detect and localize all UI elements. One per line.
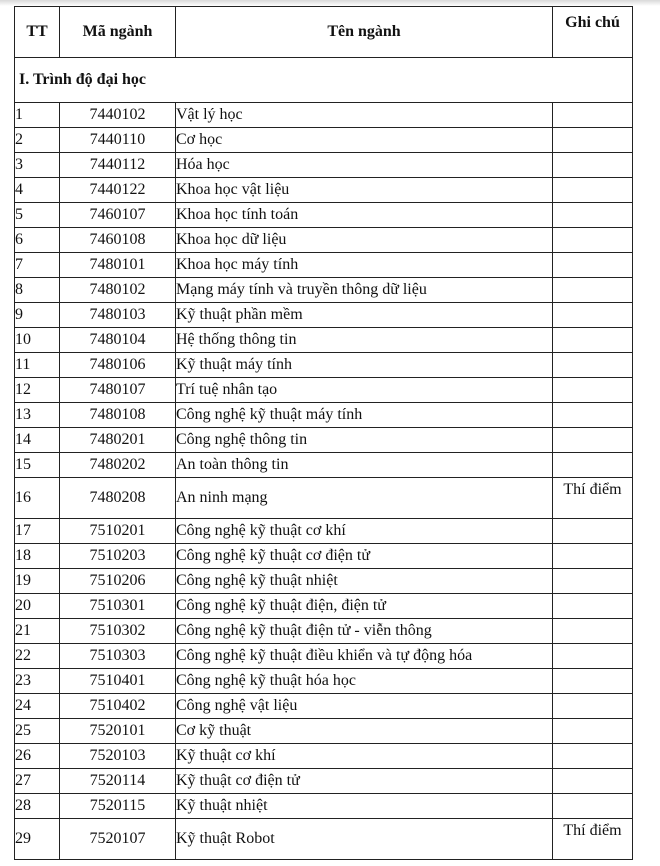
major-name: Hóa học — [176, 153, 553, 178]
table-row — [15, 453, 633, 478]
major-code: 7480208 — [60, 478, 176, 519]
major-note — [553, 669, 633, 694]
major-note — [553, 228, 633, 253]
major-code: 7460107 — [60, 203, 176, 228]
major-name: An toàn thông tin — [176, 453, 553, 478]
major-note — [553, 569, 633, 594]
row-number: 7 — [15, 253, 60, 278]
major-note: Thí điểm — [553, 819, 633, 860]
major-name: Khoa học dữ liệu — [176, 228, 553, 253]
row-number: 15 — [15, 453, 60, 478]
table-row — [15, 544, 633, 569]
major-name: An ninh mạng — [176, 478, 553, 519]
major-name: Kỹ thuật máy tính — [176, 353, 553, 378]
row-number: 25 — [15, 719, 60, 744]
major-note — [553, 769, 633, 794]
table-row — [15, 178, 633, 203]
major-note — [553, 544, 633, 569]
row-number: 29 — [15, 819, 60, 860]
table-row — [15, 694, 633, 719]
major-code: 7480104 — [60, 328, 176, 353]
major-note — [553, 644, 633, 669]
major-code: 7480201 — [60, 428, 176, 453]
row-number: 24 — [15, 694, 60, 719]
table-row — [15, 769, 633, 794]
header-code: Mã ngành — [60, 7, 176, 58]
major-name: Công nghệ kỹ thuật nhiệt — [176, 569, 553, 594]
header-note: Ghi chú — [553, 7, 633, 58]
major-name: Kỹ thuật phần mềm — [176, 303, 553, 328]
major-code: 7520115 — [60, 794, 176, 819]
table-row — [15, 669, 633, 694]
major-name: Cơ kỹ thuật — [176, 719, 553, 744]
row-number: 2 — [15, 128, 60, 153]
major-name: Công nghệ kỹ thuật điều khiển và tự động hóa — [176, 644, 553, 669]
row-number: 6 — [15, 228, 60, 253]
row-number: 22 — [15, 644, 60, 669]
major-code: 7440112 — [60, 153, 176, 178]
major-note — [553, 278, 633, 303]
row-number: 19 — [15, 569, 60, 594]
major-name: Công nghệ kỹ thuật hóa học — [176, 669, 553, 694]
table-header-row — [15, 7, 633, 58]
row-number: 5 — [15, 203, 60, 228]
table-row — [15, 328, 633, 353]
major-code: 7510203 — [60, 544, 176, 569]
major-code: 7510302 — [60, 619, 176, 644]
table-row — [15, 428, 633, 453]
table-row — [15, 278, 633, 303]
major-note — [553, 428, 633, 453]
major-name: Khoa học máy tính — [176, 253, 553, 278]
row-number: 17 — [15, 519, 60, 544]
major-name: Công nghệ kỹ thuật điện, điện tử — [176, 594, 553, 619]
major-code: 7510401 — [60, 669, 176, 694]
row-number: 18 — [15, 544, 60, 569]
major-name: Khoa học tính toán — [176, 203, 553, 228]
major-name: Công nghệ thông tin — [176, 428, 553, 453]
major-code: 7480108 — [60, 403, 176, 428]
major-note — [553, 794, 633, 819]
major-name: Công nghệ kỹ thuật cơ điện tử — [176, 544, 553, 569]
table-row — [15, 744, 633, 769]
major-code: 7480103 — [60, 303, 176, 328]
table-row — [15, 353, 633, 378]
major-code: 7480101 — [60, 253, 176, 278]
major-name: Công nghệ vật liệu — [176, 694, 553, 719]
table-row — [15, 378, 633, 403]
table-row — [15, 644, 633, 669]
header-name: Tên ngành — [176, 7, 553, 58]
major-note — [553, 203, 633, 228]
major-note — [553, 694, 633, 719]
major-name: Khoa học vật liệu — [176, 178, 553, 203]
row-number: 23 — [15, 669, 60, 694]
table-row — [15, 203, 633, 228]
table-row — [15, 153, 633, 178]
row-number: 28 — [15, 794, 60, 819]
table-row — [15, 819, 633, 860]
major-name: Cơ học — [176, 128, 553, 153]
major-code: 7520103 — [60, 744, 176, 769]
table-row — [15, 103, 633, 128]
major-code: 7510402 — [60, 694, 176, 719]
row-number: 26 — [15, 744, 60, 769]
major-code: 7510201 — [60, 519, 176, 544]
section-title: I. Trình độ đại học — [15, 58, 633, 103]
table-row — [15, 719, 633, 744]
major-code: 7480106 — [60, 353, 176, 378]
row-number: 11 — [15, 353, 60, 378]
row-number: 16 — [15, 478, 60, 519]
major-name: Mạng máy tính và truyền thông dữ liệu — [176, 278, 553, 303]
section-row — [15, 58, 633, 103]
major-note — [553, 253, 633, 278]
major-note — [553, 153, 633, 178]
row-number: 10 — [15, 328, 60, 353]
major-name: Công nghệ kỹ thuật điện tử - viễn thông — [176, 619, 553, 644]
major-name: Kỹ thuật cơ điện tử — [176, 769, 553, 794]
major-code: 7480102 — [60, 278, 176, 303]
row-number: 3 — [15, 153, 60, 178]
row-number: 12 — [15, 378, 60, 403]
major-name: Hệ thống thông tin — [176, 328, 553, 353]
major-name: Kỹ thuật Robot — [176, 819, 553, 860]
table-row — [15, 128, 633, 153]
row-number: 9 — [15, 303, 60, 328]
row-number: 8 — [15, 278, 60, 303]
major-code: 7510303 — [60, 644, 176, 669]
major-note — [553, 594, 633, 619]
row-number: 20 — [15, 594, 60, 619]
major-name: Kỹ thuật nhiệt — [176, 794, 553, 819]
major-name: Vật lý học — [176, 103, 553, 128]
major-note — [553, 453, 633, 478]
table-row — [15, 228, 633, 253]
major-note — [553, 403, 633, 428]
table-row — [15, 569, 633, 594]
row-number: 21 — [15, 619, 60, 644]
major-note — [553, 378, 633, 403]
major-note — [553, 103, 633, 128]
majors-table — [14, 6, 633, 860]
major-code: 7510206 — [60, 569, 176, 594]
row-number: 4 — [15, 178, 60, 203]
major-note — [553, 744, 633, 769]
row-number: 13 — [15, 403, 60, 428]
table-row — [15, 594, 633, 619]
major-name: Trí tuệ nhân tạo — [176, 378, 553, 403]
major-note — [553, 519, 633, 544]
header-tt: TT — [15, 7, 60, 58]
major-code: 7510301 — [60, 594, 176, 619]
table-row — [15, 519, 633, 544]
major-name: Công nghệ kỹ thuật máy tính — [176, 403, 553, 428]
major-note — [553, 303, 633, 328]
table-row — [15, 478, 633, 519]
table-row — [15, 794, 633, 819]
major-name: Kỹ thuật cơ khí — [176, 744, 553, 769]
major-note — [553, 328, 633, 353]
major-code: 7440102 — [60, 103, 176, 128]
row-number: 14 — [15, 428, 60, 453]
table-row — [15, 403, 633, 428]
major-note — [553, 719, 633, 744]
row-number: 1 — [15, 103, 60, 128]
table-row — [15, 619, 633, 644]
major-code: 7440122 — [60, 178, 176, 203]
major-note — [553, 128, 633, 153]
major-note — [553, 178, 633, 203]
major-code: 7480202 — [60, 453, 176, 478]
major-code: 7460108 — [60, 228, 176, 253]
major-code: 7520114 — [60, 769, 176, 794]
major-code: 7520107 — [60, 819, 176, 860]
table-row — [15, 303, 633, 328]
table-row — [15, 253, 633, 278]
major-code: 7440110 — [60, 128, 176, 153]
major-code: 7480107 — [60, 378, 176, 403]
row-number: 27 — [15, 769, 60, 794]
major-note: Thí điểm — [553, 478, 633, 519]
major-note — [553, 619, 633, 644]
major-note — [553, 353, 633, 378]
major-code: 7520101 — [60, 719, 176, 744]
major-name: Công nghệ kỹ thuật cơ khí — [176, 519, 553, 544]
